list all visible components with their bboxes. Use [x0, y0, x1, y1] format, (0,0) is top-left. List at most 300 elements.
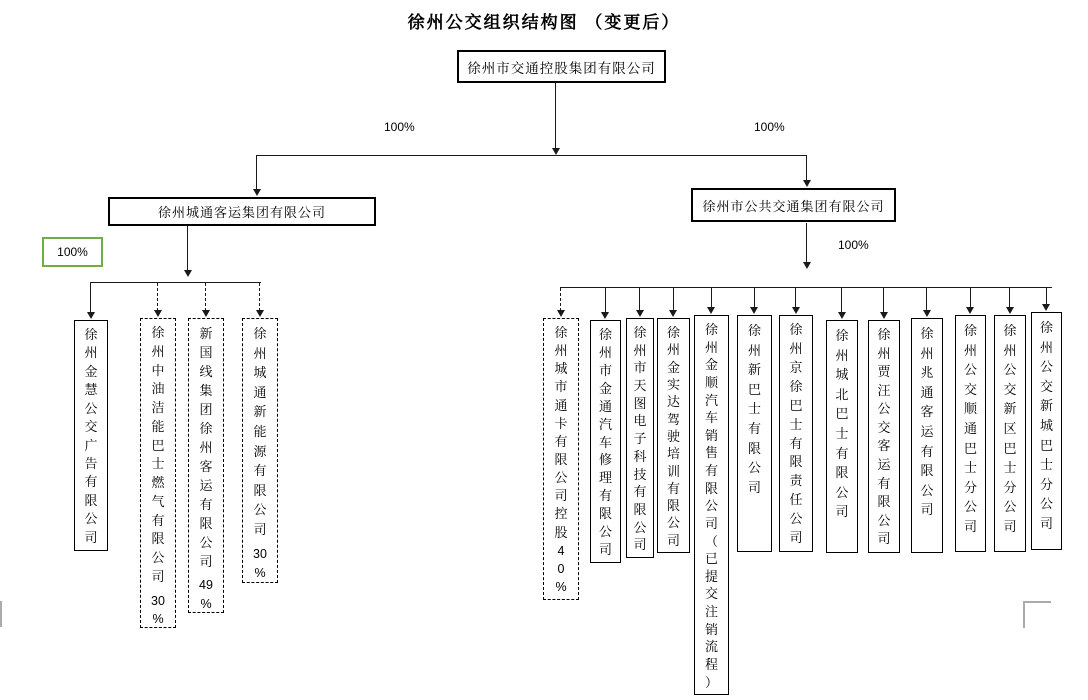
org-node-right-4-line: 流 — [704, 639, 718, 655]
org-node-right-4-line: 有 — [704, 463, 718, 478]
connector-right-child-5-shaft — [754, 288, 755, 308]
org-node-right-0-line: 公 — [554, 470, 568, 486]
org-node-right-2-line: 科 — [633, 448, 647, 464]
org-node-right-1-line: 市 — [598, 362, 612, 378]
connector-right-child-4 — [707, 288, 716, 314]
org-node-right-11-line: 巴 — [1003, 440, 1017, 456]
connector-left-branch-drop — [184, 226, 193, 277]
org-node-right-7-line: 公 — [835, 484, 849, 500]
ownership-label-right-top: 100% — [754, 120, 785, 134]
org-node-left-3-line: 新 — [253, 404, 267, 420]
org-node-left-0-line: 有 — [84, 474, 98, 490]
org-node-right-7-line: 限 — [835, 465, 849, 481]
org-node-left-0-line: 限 — [84, 492, 98, 508]
org-node-left-1-line: % — [152, 612, 164, 627]
org-node-left-2-line: 49 — [199, 578, 213, 592]
org-node-right-12[interactable] — [1031, 312, 1062, 550]
org-node-right-0-line: 4 — [557, 543, 565, 558]
org-node-right-1-line: 限 — [598, 506, 612, 522]
org-node-left-1-line: 30 — [151, 593, 165, 608]
org-node-right-10-line: 司 — [963, 518, 977, 534]
org-node-right-5-line: 新 — [747, 362, 761, 378]
arrow-down-icon — [256, 310, 264, 317]
corner-mark-horizontal — [1023, 601, 1051, 603]
org-node-right-1[interactable] — [590, 320, 621, 563]
org-node-right-0[interactable] — [543, 318, 579, 600]
org-node-right-4-line: 徐 — [704, 322, 718, 337]
connector-right-subline — [560, 287, 1052, 288]
org-node-right-3-line: 限 — [666, 498, 680, 514]
org-node-right-4-line: 注 — [704, 604, 718, 619]
org-node-right-8-line: 汪 — [877, 382, 891, 398]
org-node-right-2-line: 技 — [633, 466, 647, 482]
connector-left-child-3-shaft — [259, 283, 260, 311]
arrow-down-icon — [636, 310, 644, 317]
org-node-right-6-line: 任 — [789, 492, 803, 508]
org-node-public-transport-label: 徐州市公共交通集团有限公司 — [702, 198, 885, 214]
org-node-left-0-line: 金 — [84, 363, 98, 379]
org-node-right-12-line: 分 — [1039, 476, 1053, 492]
org-node-left-3[interactable] — [242, 318, 278, 583]
org-node-left-1-line: 油 — [151, 381, 165, 397]
org-node-right-0-line: 限 — [554, 451, 568, 467]
org-node-right-10-line: 徐 — [963, 323, 977, 338]
org-node-right-6-line: 京 — [789, 359, 803, 375]
org-node-right-2-line: 电 — [633, 413, 647, 429]
org-node-left-1-line: 燃 — [151, 475, 165, 490]
org-node-right-7-line: 州 — [835, 347, 849, 363]
org-node-right-0-line: % — [555, 579, 567, 594]
connector-right-child-0 — [557, 288, 566, 317]
org-node-left-2-line: 州 — [199, 440, 213, 455]
connector-right-child-9-shaft — [926, 288, 927, 311]
connector-right-child-7 — [838, 288, 847, 319]
arrow-down-icon — [557, 310, 565, 317]
org-node-right-5-line: 巴 — [747, 381, 761, 397]
org-node-right-10-line: 公 — [963, 499, 977, 515]
connector-right-child-8-shaft — [883, 288, 884, 313]
org-node-left-1-line: 士 — [151, 456, 165, 472]
org-node-right-10-line: 通 — [963, 420, 977, 436]
org-node-right-11-line: 公 — [1003, 499, 1017, 515]
org-node-right-2-line: 市 — [633, 360, 647, 376]
org-node-right-2-line: 图 — [633, 395, 647, 411]
org-node-left-3-line: 有 — [253, 463, 267, 479]
connector-right-child-11-shaft — [1009, 288, 1010, 308]
org-node-left-3-line: 城 — [253, 365, 267, 381]
connector-right-child-2 — [636, 288, 645, 317]
org-node-right-4-line: 车 — [704, 410, 718, 426]
org-node-right-3-line: 训 — [666, 463, 680, 479]
connector-right-child-1 — [601, 288, 610, 319]
org-node-right-6[interactable] — [779, 315, 813, 552]
org-node-right-1-line: 通 — [598, 398, 612, 414]
arrow-down-icon — [1006, 307, 1014, 314]
org-node-right-0-line: 卡 — [554, 415, 568, 431]
org-node-left-0-line: 告 — [84, 455, 98, 471]
org-node-left-0-line: 慧 — [84, 382, 98, 398]
ownership-label-left-top: 100% — [384, 120, 415, 134]
connector-right-child-8 — [880, 288, 889, 319]
org-node-right-8-line: 司 — [877, 531, 891, 547]
org-node-right-4-line: 州 — [704, 339, 718, 355]
org-node-right-8-line: 徐 — [877, 327, 891, 342]
org-node-right-12-line: 新 — [1039, 398, 1053, 414]
org-node-right-9-line: 客 — [920, 404, 934, 420]
connector-left-child-1 — [154, 283, 163, 317]
connector-left-child-3 — [256, 283, 265, 317]
org-node-right-6-line: 徐 — [789, 322, 803, 337]
org-node-right-3-line: 达 — [666, 394, 680, 410]
org-node-right-11-line: 分 — [1003, 479, 1017, 495]
org-node-right-4-line: 司 — [704, 515, 718, 531]
arrow-down-icon — [707, 307, 715, 314]
arrow-down-icon — [792, 307, 800, 314]
connector-right-child-12-shaft — [1046, 288, 1047, 305]
org-node-left-1-line: 能 — [151, 418, 165, 434]
arrow-down-icon — [1042, 304, 1050, 311]
arrow-down-icon — [253, 189, 261, 196]
org-node-right-5[interactable] — [737, 315, 772, 552]
org-node-right-10-line: 士 — [963, 460, 977, 476]
edge-mark-left — [0, 601, 2, 627]
org-node-left-3-line: % — [254, 566, 266, 581]
org-node-left-0-line: 交 — [84, 419, 98, 435]
arrow-down-icon — [838, 312, 846, 319]
org-node-right-4-line: 提 — [704, 568, 718, 584]
ownership-badge-left[interactable] — [42, 237, 103, 267]
org-node-left-3-line: 州 — [253, 345, 267, 361]
connector-right-branch-drop-shaft — [806, 223, 807, 263]
org-node-right-1-line: 汽 — [598, 416, 612, 432]
org-node-right-3-line: 徐 — [666, 325, 680, 340]
org-node-right-2-line: 限 — [633, 501, 647, 517]
org-node-left-3-line: 限 — [253, 482, 267, 498]
org-node-left-1-line: 司 — [151, 568, 165, 584]
org-node-right-8-line: 有 — [877, 475, 891, 491]
org-node-root[interactable] — [457, 50, 666, 83]
arrow-down-icon — [803, 180, 811, 187]
org-node-right-11-line: 区 — [1003, 420, 1017, 436]
org-node-right-6-line: 巴 — [789, 397, 803, 413]
org-node-chengtong-label: 徐州城通客运集团有限公司 — [157, 205, 326, 220]
org-node-right-7-line: 士 — [835, 425, 849, 441]
org-node-right-4-line: 公 — [704, 498, 718, 514]
org-node-right-4-line: 售 — [704, 445, 718, 461]
org-node-right-10-line: 公 — [963, 362, 977, 378]
org-node-left-2-line: 公 — [199, 535, 213, 550]
org-node-right-2-line: 天 — [633, 378, 647, 394]
org-node-right-7[interactable] — [826, 320, 858, 553]
org-node-right-1-line: 有 — [598, 488, 612, 504]
connector-right-child-11 — [1006, 288, 1015, 314]
org-node-left-1[interactable] — [140, 318, 176, 628]
org-node-right-11-line: 州 — [1003, 342, 1017, 358]
org-node-right-10[interactable] — [955, 315, 986, 552]
org-node-right-3-line: 有 — [666, 480, 680, 496]
connector-drop-left-group-shaft — [256, 155, 257, 190]
org-node-right-7-line: 徐 — [835, 328, 849, 343]
org-node-right-9[interactable] — [911, 318, 943, 553]
org-node-right-12-line: 州 — [1039, 339, 1053, 355]
org-node-right-0-line: 市 — [554, 379, 568, 395]
connector-drop-right-group — [803, 155, 812, 187]
org-node-right-9-line: 司 — [920, 502, 934, 518]
org-node-left-2-line: 运 — [199, 478, 213, 493]
arrow-down-icon — [87, 312, 95, 319]
org-node-right-1-line: 司 — [598, 542, 612, 558]
org-node-right-0-line: 徐 — [554, 325, 568, 340]
org-node-left-3-line: 司 — [253, 521, 267, 537]
connector-right-child-10-shaft — [970, 288, 971, 308]
org-node-right-9-line: 有 — [920, 443, 934, 459]
org-node-right-9-line: 兆 — [920, 365, 934, 381]
org-node-left-3-line: 30 — [253, 546, 267, 561]
connector-right-child-3-shaft — [673, 288, 674, 311]
org-node-right-1-line: 公 — [598, 524, 612, 540]
org-node-right-9-line: 通 — [920, 384, 934, 400]
org-node-right-2-line: 司 — [633, 537, 647, 553]
arrow-down-icon — [966, 307, 974, 314]
org-node-left-0-line: 公 — [84, 400, 98, 416]
org-node-right-3-line: 公 — [666, 515, 680, 531]
arrow-down-icon — [184, 270, 192, 277]
org-node-right-0-line: 州 — [554, 343, 568, 359]
connector-right-branch-drop — [803, 223, 812, 269]
org-node-left-2-line: 徐 — [199, 421, 213, 436]
arrow-down-icon — [750, 307, 758, 314]
org-node-right-4-line: 销 — [704, 621, 718, 637]
org-node-right-3[interactable] — [657, 318, 690, 553]
org-node-left-2-line: 有 — [199, 497, 213, 512]
org-node-right-6-line: 限 — [789, 454, 803, 470]
connector-right-child-9 — [923, 288, 932, 317]
org-node-right-12-line: 公 — [1039, 359, 1053, 375]
connector-right-child-1-shaft — [605, 288, 606, 313]
connector-level1-hline — [257, 155, 807, 156]
org-node-right-0-line: 城 — [554, 361, 568, 377]
org-node-left-1-line: 中 — [151, 362, 165, 378]
org-node-left-2-line: 司 — [199, 554, 213, 569]
connector-right-child-12 — [1042, 288, 1051, 311]
ownership-label-right-sub: 100% — [838, 238, 869, 252]
org-node-right-8-line: 客 — [877, 438, 891, 454]
org-node-right-11-line: 新 — [1003, 401, 1017, 417]
connector-left-child-1-shaft — [157, 283, 158, 311]
connector-right-child-6-shaft — [795, 288, 796, 308]
org-node-right-12-line: 巴 — [1039, 437, 1053, 453]
org-node-right-4-line: ） — [704, 674, 718, 690]
org-node-right-6-line: 公 — [789, 511, 803, 527]
org-node-left-1-line: 限 — [151, 531, 165, 547]
connector-root-drop — [552, 83, 561, 155]
connector-drop-left-group — [253, 155, 262, 196]
org-node-right-3-line: 驾 — [666, 411, 680, 427]
org-node-right-2[interactable] — [626, 318, 654, 558]
connector-drop-right-group-shaft — [806, 155, 807, 181]
org-node-left-0-line: 徐 — [84, 327, 98, 342]
org-node-right-12-line: 士 — [1039, 457, 1053, 473]
org-node-left-1-line: 洁 — [151, 400, 165, 415]
org-node-left-1-line: 气 — [151, 493, 165, 509]
connector-left-child-2-shaft — [205, 283, 206, 311]
org-node-right-7-line: 巴 — [835, 406, 849, 422]
org-node-right-6-line: 司 — [789, 530, 803, 546]
org-node-right-8-line: 州 — [877, 345, 891, 361]
connector-right-child-7-shaft — [841, 288, 842, 313]
org-node-right-5-line: 公 — [747, 460, 761, 476]
org-node-right-1-line: 金 — [598, 380, 612, 396]
org-node-right-9-line: 徐 — [920, 326, 934, 341]
org-node-left-2[interactable] — [188, 318, 224, 613]
connector-right-child-3 — [669, 288, 678, 317]
org-node-left-2-line: 国 — [199, 345, 213, 360]
org-node-right-11-line: 徐 — [1003, 323, 1017, 338]
connector-left-child-0 — [87, 283, 96, 319]
org-node-right-8-line: 公 — [877, 512, 891, 528]
org-node-right-7-line: 司 — [835, 504, 849, 520]
org-node-chengtong-group[interactable] — [108, 197, 376, 226]
org-node-right-10-line: 巴 — [963, 440, 977, 456]
org-node-right-5-line: 徐 — [747, 323, 761, 338]
org-node-right-0-line: 控 — [554, 506, 568, 522]
org-node-right-10-line: 州 — [963, 342, 977, 358]
org-node-right-8[interactable] — [868, 320, 900, 553]
org-node-right-9-line: 运 — [920, 423, 934, 439]
org-node-right-6-line: 有 — [789, 435, 803, 451]
connector-right-child-6 — [792, 288, 801, 314]
org-node-left-2-line: 新 — [199, 326, 213, 341]
org-node-right-12-line: 徐 — [1039, 320, 1053, 335]
org-node-right-5-line: 司 — [747, 479, 761, 495]
arrow-down-icon — [601, 312, 609, 319]
org-node-right-12-line: 交 — [1039, 378, 1053, 394]
org-node-right-8-line: 交 — [877, 419, 891, 435]
arrow-down-icon — [803, 262, 811, 269]
org-node-right-6-line: 徐 — [789, 378, 803, 394]
connector-left-child-0-shaft — [90, 283, 91, 313]
org-node-right-1-line: 徐 — [598, 327, 612, 342]
org-node-right-2-line: 子 — [633, 431, 647, 447]
org-node-right-7-line: 北 — [835, 386, 849, 402]
org-node-right-2-line: 州 — [633, 342, 647, 358]
org-node-right-9-line: 州 — [920, 345, 934, 361]
chart-title: 徐州公交组织结构图 （变更后） — [407, 13, 681, 32]
arrow-down-icon — [923, 310, 931, 317]
org-node-left-2-line: 线 — [199, 364, 213, 379]
org-node-right-4-line: 程 — [704, 656, 718, 672]
org-node-left-1-line: 巴 — [151, 437, 165, 453]
org-node-left-0-line: 司 — [84, 529, 98, 545]
org-node-public-transport-group[interactable] — [691, 188, 896, 222]
org-node-right-4-line: 汽 — [704, 392, 718, 408]
org-node-right-0-line: 通 — [554, 397, 568, 413]
arrow-down-icon — [669, 310, 677, 317]
connector-left-branch-drop-shaft — [187, 226, 188, 271]
org-node-root-label: 徐州市交通控股集团有限公司 — [467, 60, 656, 76]
org-node-right-11[interactable] — [994, 315, 1026, 552]
org-node-right-4-line: 已 — [704, 551, 718, 567]
org-node-right-4-line: 限 — [704, 480, 718, 496]
ownership-badge-left-label: 100% — [57, 245, 88, 259]
org-node-right-11-line: 公 — [1003, 362, 1017, 378]
org-node-left-1-line: 有 — [151, 512, 165, 528]
org-node-left-3-line: 公 — [253, 502, 267, 518]
corner-mark-vertical — [1023, 601, 1025, 628]
org-node-right-12-line: 城 — [1039, 417, 1053, 433]
arrow-down-icon — [880, 312, 888, 319]
connector-right-child-5 — [750, 288, 759, 314]
connector-right-child-10 — [966, 288, 975, 314]
org-node-right-3-line: 培 — [666, 446, 680, 462]
org-node-right-12-line: 司 — [1039, 515, 1053, 531]
org-node-left-1-line: 公 — [151, 550, 165, 565]
arrow-down-icon — [202, 310, 210, 317]
connector-left-subline — [90, 282, 261, 283]
connector-right-child-0-shaft — [560, 288, 561, 311]
org-node-right-5-line: 州 — [747, 342, 761, 358]
org-node-right-3-line: 金 — [666, 359, 680, 375]
org-node-left-0[interactable] — [74, 320, 108, 551]
org-node-right-2-line: 有 — [633, 484, 647, 500]
org-node-right-4-line: 顺 — [704, 374, 718, 390]
org-node-right-5-line: 有 — [747, 420, 761, 436]
org-node-right-1-line: 修 — [598, 452, 612, 468]
org-node-right-9-line: 限 — [920, 463, 934, 479]
arrow-down-icon — [154, 310, 162, 317]
org-node-right-4-line: 销 — [704, 427, 718, 443]
arrow-down-icon — [552, 148, 560, 155]
org-node-left-3-line: 通 — [253, 384, 267, 400]
org-node-right-1-line: 车 — [598, 434, 612, 450]
org-node-right-11-line: 交 — [1003, 381, 1017, 397]
connector-left-child-2 — [202, 283, 211, 317]
org-node-right-0-line: 有 — [554, 433, 568, 449]
org-node-right-9-line: 公 — [920, 482, 934, 498]
org-node-right-0-line: 司 — [554, 488, 568, 504]
org-node-right-6-line: 士 — [789, 416, 803, 432]
org-node-right-8-line: 运 — [877, 457, 891, 473]
connector-right-child-2-shaft — [639, 288, 640, 311]
org-node-right-2-line: 公 — [633, 519, 647, 535]
org-node-left-3-line: 徐 — [253, 326, 267, 341]
connector-right-child-4-shaft — [711, 288, 712, 308]
org-node-left-0-line: 州 — [84, 345, 98, 361]
org-node-right-4-line: 交 — [704, 586, 718, 602]
org-node-right-12-line: 公 — [1039, 496, 1053, 512]
org-node-left-2-line: 客 — [199, 459, 213, 474]
org-node-left-1-line: 州 — [151, 343, 165, 359]
org-node-right-8-line: 公 — [877, 401, 891, 417]
org-node-right-11-line: 士 — [1003, 460, 1017, 476]
org-node-left-0-line: 广 — [84, 437, 98, 453]
org-node-right-8-line: 贾 — [877, 364, 891, 380]
org-node-left-2-line: 集 — [199, 383, 213, 398]
org-node-right-6-line: 州 — [789, 340, 803, 356]
org-node-left-2-line: 限 — [199, 516, 213, 531]
org-node-left-2-line: 团 — [199, 402, 213, 417]
org-node-right-4[interactable] — [694, 315, 729, 695]
org-node-right-8-line: 限 — [877, 494, 891, 510]
connector-root-drop-shaft — [555, 83, 556, 149]
org-node-right-11-line: 司 — [1003, 518, 1017, 534]
org-node-right-1-line: 州 — [598, 344, 612, 360]
org-node-right-3-line: 司 — [666, 532, 680, 548]
org-node-right-4-line: （ — [704, 533, 718, 549]
org-node-right-0-line: 股 — [554, 524, 568, 540]
org-node-left-0-line: 公 — [84, 511, 98, 527]
org-node-right-2-line: 徐 — [633, 325, 647, 340]
